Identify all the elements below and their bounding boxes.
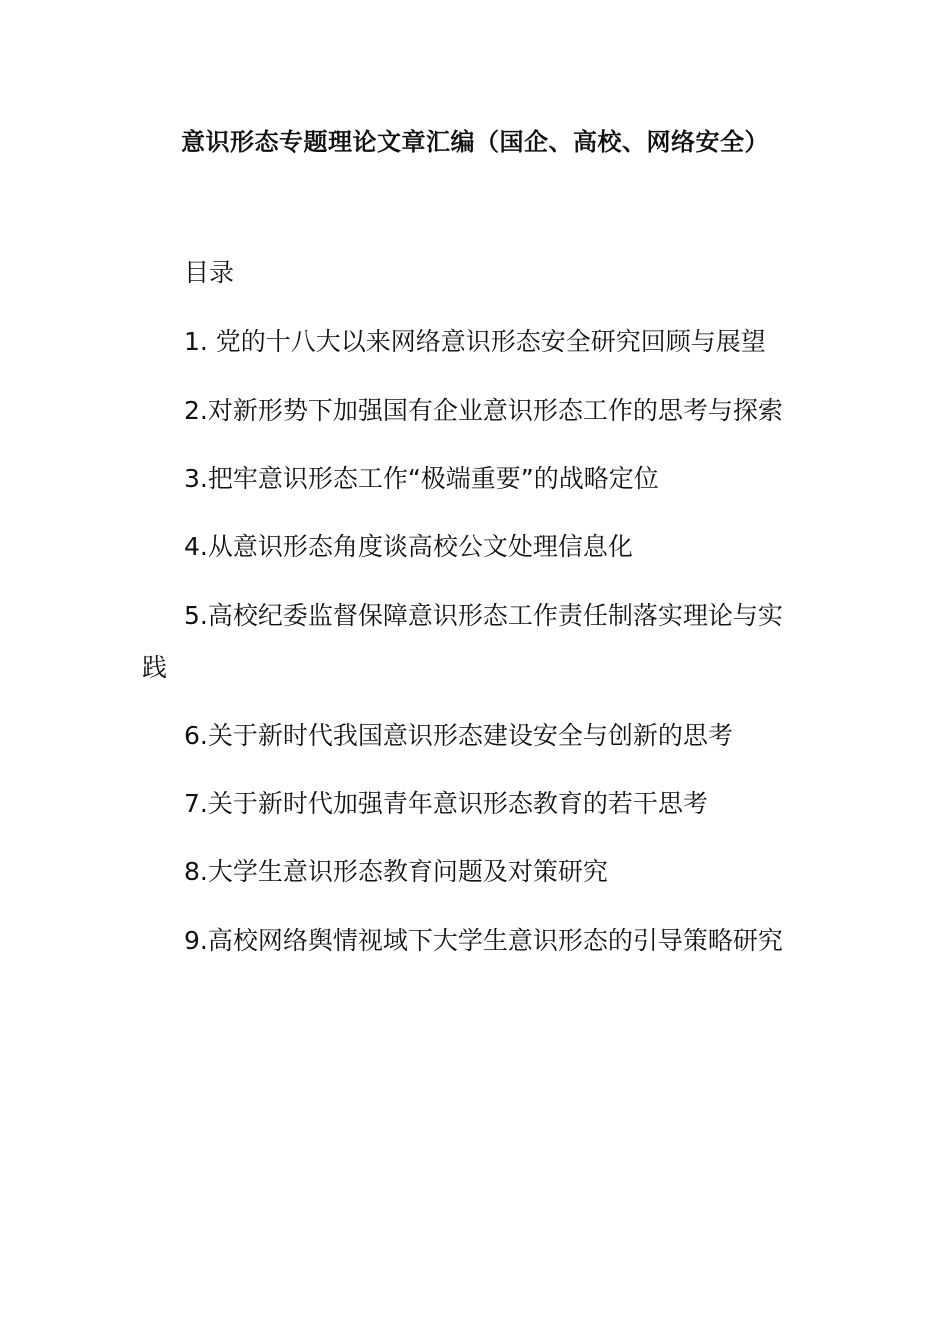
toc-item: 4.从意识形态角度谈高校公文处理信息化 [184, 532, 633, 561]
toc-item: 1. 党的十八大以来网络意识形态安全研究回顾与展望 [184, 327, 766, 356]
toc-item: 6.关于新时代我国意识形态建设安全与创新的思考 [184, 721, 733, 750]
toc-heading: 目录 [184, 258, 235, 287]
toc-item: 8.大学生意识形态教育问题及对策研究 [184, 857, 608, 886]
toc-item: 5.高校纪委监督保障意识形态工作责任制落实理论与实践 [142, 601, 783, 682]
document-title: 意识形态专题理论文章汇编（国企、高校、网络安全） [181, 128, 769, 156]
toc-item: 3.把牢意识形态工作“极端重要”的战略定位 [184, 464, 659, 493]
toc-item: 2.对新形势下加强国有企业意识形态工作的思考与探索 [184, 396, 783, 425]
toc-item: 9.高校网络舆情视域下大学生意识形态的引导策略研究 [184, 926, 783, 955]
toc-item: 7.关于新时代加强青年意识形态教育的若干思考 [184, 789, 708, 818]
